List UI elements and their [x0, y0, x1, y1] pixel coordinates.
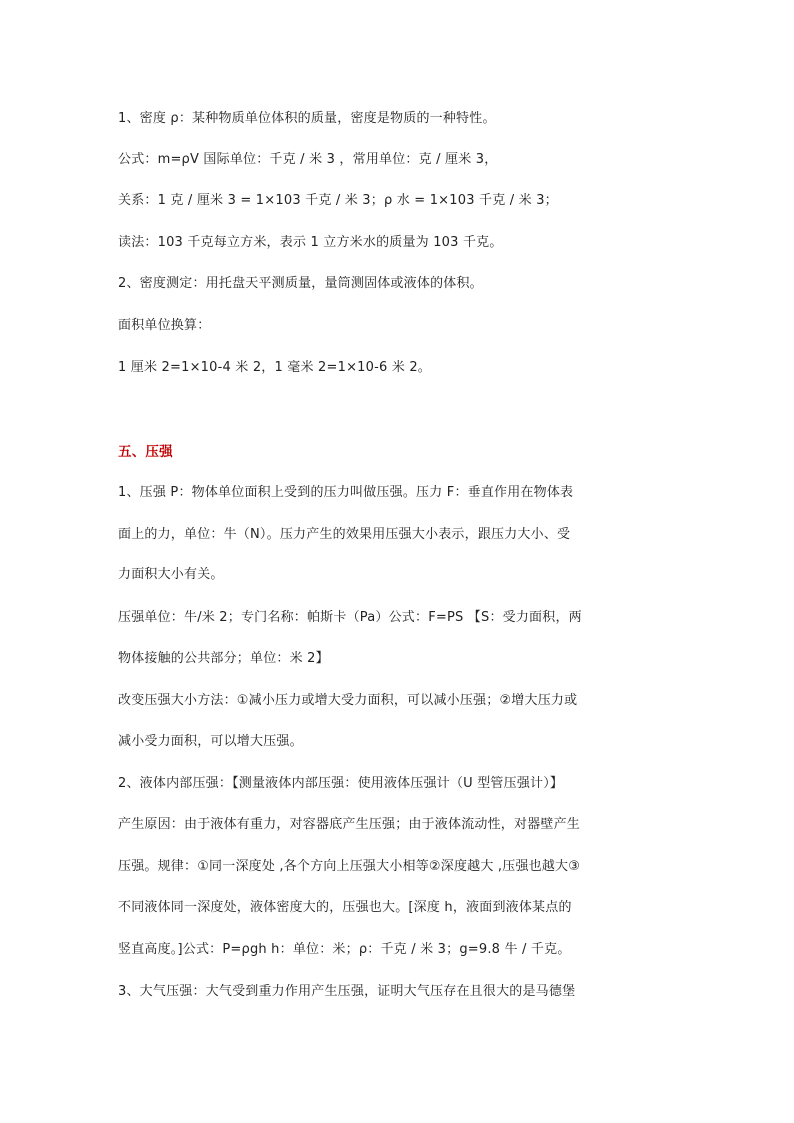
text-line: 不同液体同一深度处，液体密度大的，压强也大。[深度 h，液面到液体某点的	[118, 900, 572, 915]
text-line: 1 厘米 2=1×10-4 米 2，1 毫米 2=1×10-6 米 2。	[118, 360, 432, 375]
text-line: 面积单位换算：	[118, 318, 211, 333]
text-line: 2、密度测定：用托盘天平测质量，量筒测固体或液体的体积。	[118, 276, 483, 291]
text-line: 物体接触的公共部分；单位：米 2】	[118, 651, 329, 666]
text-line: 改变压强大小方法：①减小压力或增大受力面积，可以减小压强；②增大压力或	[118, 693, 578, 708]
text-line: 1、密度 ρ：某种物质单位体积的质量，密度是物质的一种特性。	[118, 111, 496, 126]
text-line: 产生原因：由于液体有重力，对容器底产生压强；由于液体流动性，对器壁产生	[118, 817, 581, 832]
section-heading: 五、压强	[118, 444, 173, 460]
text-line: 读法：103 千克每立方米，表示 1 立方米水的质量为 103 千克。	[118, 235, 503, 250]
text-line: 力面积大小有关。	[118, 567, 224, 582]
text-line: 1、压强 P：物体单位面积上受到的压力叫做压强。压力 F：垂直作用在物体表	[118, 485, 574, 500]
text-line: 面上的力，单位：牛（N）。压力产生的效果用压强大小表示，跟压力大小、受	[118, 527, 571, 542]
text-line: 公式：m=ρV 国际单位：千克 / 米 3 ，常用单位：克 / 厘米 3，	[118, 152, 498, 167]
text-line: 压强。规律：①同一深度处 ,各个方向上压强大小相等②深度越大 ,压强也越大③	[118, 859, 581, 874]
text-line: 压强单位：牛/米 2；专门名称：帕斯卡（Pa）公式：F=PS 【S：受力面积，两	[118, 610, 582, 625]
text-line: 3、大气压强：大气受到重力作用产生压强，证明大气压存在且很大的是马德堡	[118, 984, 576, 999]
text-line: 2、液体内部压强：【测量液体内部压强：使用液体压强计（U 型管压强计）】	[118, 776, 564, 791]
text-line: 关系：1 克 / 厘米 3 = 1×103 千克 / 米 3；ρ 水 = 1×103 千克 / 米 3；	[118, 193, 558, 208]
text-line: 减小受力面积，可以增大压强。	[118, 734, 303, 749]
text-line: 竖直高度。]公式：P=ρgh h：单位：米；ρ：千克 / 米 3；g=9.8 牛 / 千克。	[118, 942, 571, 957]
